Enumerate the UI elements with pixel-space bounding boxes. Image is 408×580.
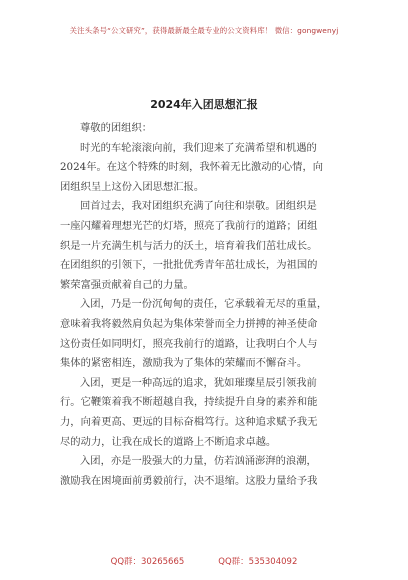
body-line: 繁荣富强贡献着自己的力量。 (60, 278, 194, 291)
body-line: 尽的动力，让我在成长的道路上不断追求卓越。 (60, 435, 277, 448)
body-line: 回首过去，我对团组织充满了向往和崇敬。团组织是 (80, 200, 317, 213)
body-line: 团组织呈上这份入团思想汇报。 (60, 180, 205, 193)
footer-contact (0, 555, 408, 567)
body-line: 入团，更是一种高远的追求，犹如璀璨星辰引领我前 (80, 376, 317, 389)
body-line: 一座闪耀着理想光芒的灯塔，照亮了我前行的道路；团组 (60, 219, 318, 232)
body-line: 力，向着更高、更远的目标奋楫笃行。这种追求赋予我无 (60, 415, 318, 428)
body-line: 2024年。在这个特殊的时刻，我怀着无比激动的心情，向 (60, 161, 324, 174)
body-line: 行。它鞭策着我不断超越自我，持续提升自身的素养和能 (60, 396, 318, 409)
body-line: 织是一片充满生机与活力的沃土，培育着我们茁壮成长。 (60, 239, 318, 252)
document-title: 2024年入团思想汇报 (150, 98, 258, 111)
body-line: 激励我在困境面前勇毅前行，决不退缩。这股力量给予我 (60, 474, 318, 487)
qq-group-1: QQ群：30265665 (110, 557, 185, 567)
body-line: 入团，乃是一份沉甸甸的责任，它承载着无尽的重量， (80, 298, 328, 311)
body-line: 尊敬的团组织： (80, 122, 153, 134)
qq-group-2: QQ群：535304092 (218, 557, 298, 567)
body-line: 时光的车轮滚滚向前，我们迎来了充满希望和机遇的 (80, 141, 317, 154)
header-promo-text: 关注头条号“公文研究”，获得最新最全最专业的公文资料库！ 微信：gongwenyj (69, 26, 339, 35)
body-line: 在团组织的引领下，一批批优秀青年茁壮成长，为祖国的 (60, 259, 318, 272)
body-line: 集体的紧密相连，激励我为了集体的荣耀而不懈奋斗。 (60, 357, 308, 370)
body-line: 入团，亦是一股强大的力量，仿若汹涌澎湃的浪潮， (80, 455, 317, 468)
document-body (60, 119, 350, 491)
body-line: 这份责任如同明灯，照亮我前行的道路，让我明白个人与 (60, 337, 318, 350)
body-line: 意味着我将毅然肩负起为集体荣誉而全力拼搏的神圣使命 (60, 317, 318, 330)
